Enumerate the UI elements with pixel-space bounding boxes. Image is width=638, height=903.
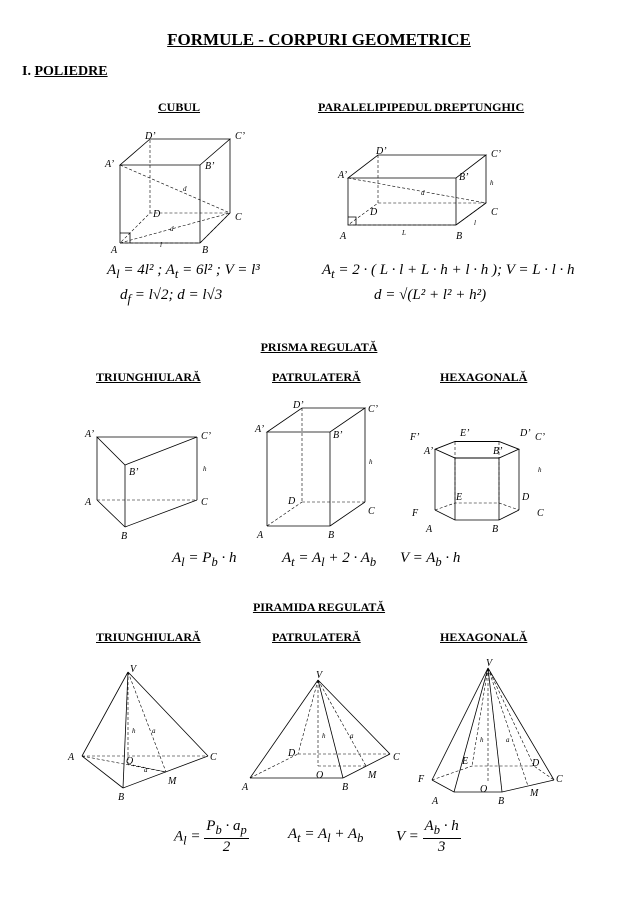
section-heading-polyhedra (22, 64, 108, 80)
section-title: POLIEDRE (34, 64, 108, 79)
cube-label-b: B (202, 245, 209, 256)
qpyr-label-b: B (342, 782, 349, 793)
qprism-label-a1: A’ (255, 424, 265, 435)
tpyr-label-ab: a (144, 766, 148, 774)
hprism-label-d: D (522, 492, 530, 503)
parallelepiped-figure (336, 145, 506, 250)
tpyr-label-b: B (118, 792, 125, 803)
page-title: FORMULE - CORPURI GEOMETRICE (167, 30, 471, 49)
cube-label-d1: D’ (145, 131, 156, 142)
hpyr-label-o: O (480, 784, 488, 795)
qprism-label-b1: B’ (333, 430, 343, 441)
qprism-label-c1: C’ (368, 404, 378, 415)
para-label-a1: A’ (338, 170, 348, 181)
tpyr-label-a: A (68, 752, 75, 763)
hpyr-label-c: C (556, 774, 563, 785)
cube-label-b1: B’ (205, 161, 215, 172)
prism-heading: PRISMA REGULATĂ (260, 340, 378, 354)
para-label-a: A (340, 231, 347, 242)
pyramid-formula-volume: V = $\frac{A_b \cdot h}{3}$ (396, 818, 459, 855)
para-label-d: D (370, 207, 378, 218)
qprism-label-b: B (328, 530, 335, 541)
para-label-c1: C’ (491, 149, 501, 160)
cube-label-face-diag: d (170, 225, 174, 233)
para-label-d1: D’ (376, 146, 387, 157)
hprism-label-b: B (492, 524, 499, 535)
parallelepiped-heading: PARALELIPIPEDUL DREPTUNGHIC (318, 100, 525, 114)
prism-formula-volume: $V = A_b \cdot h$ (400, 550, 461, 569)
tpyr-label-m: M (168, 776, 177, 787)
hprism-label-f1: F’ (410, 432, 420, 443)
para-formula-1: $A_t = 2$ · ( L · l + L · h + l · h ); V = L · l · h (322, 262, 575, 281)
qpyr-label-c: C (393, 752, 400, 763)
hpyr-label-a: A (432, 796, 439, 807)
section-number: I. (22, 64, 31, 79)
para-label-height: h (490, 179, 494, 187)
hpyr-label-ap: a (506, 736, 510, 744)
hprism-label-e: E (456, 492, 463, 503)
pyramid-formula-lateral: $A_l$ = $\frac{P_b \cdot a_p}{2}$ (174, 818, 247, 855)
para-label-b: B (456, 231, 463, 242)
hpyr-label-d: D (532, 758, 540, 769)
hpyr-label-e: E (462, 756, 469, 767)
hprism-label-b1: B’ (493, 446, 503, 457)
hprism-label-h: h (538, 466, 542, 474)
tprism-label-c: C (201, 497, 208, 508)
qpyr-label-m: M (368, 770, 377, 781)
triangular-prism-figure (85, 425, 220, 545)
qpyr-label-h: h (322, 732, 326, 740)
quadrilateral-pyramid-figure (238, 670, 408, 795)
hprism-label-a1: A’ (424, 446, 434, 457)
pyramid-hexagonal-heading: HEXAGONALĂ (440, 630, 528, 644)
cube-heading: CUBUL (158, 100, 201, 114)
cube-label-a: A (111, 245, 118, 256)
tpyr-label-v: V (130, 664, 137, 675)
cube-label-d: D (153, 209, 161, 220)
hexagonal-pyramid-figure (418, 658, 568, 808)
pyramid-quadrilateral-heading: PATRULATERĂ (272, 630, 361, 644)
para-label-b1: B’ (459, 172, 469, 183)
qprism-label-a: A (257, 530, 264, 541)
tprism-label-a1: A’ (85, 429, 95, 440)
prism-formula-lateral: $A_l = P_b \cdot h$ (172, 550, 237, 569)
hpyr-label-f: F (418, 774, 425, 785)
hprism-label-f: F (412, 508, 419, 519)
qprism-label-c: C (368, 506, 375, 517)
tpyr-label-c: C (210, 752, 217, 763)
cube-formula-2: $d_f = l√2$; d = l√3 (120, 287, 223, 306)
hpyr-label-v: V (486, 658, 493, 669)
prism-formula-total: $A_t = A_l + 2 \cdot A_b$ (282, 550, 377, 569)
prism-triangular-heading: TRIUNGHIULARĂ (96, 370, 201, 384)
hprism-label-c: C (537, 508, 544, 519)
qpyr-label-ap: a (350, 732, 354, 740)
quadrilateral-prism-figure (255, 398, 385, 541)
hpyr-label-h: h (480, 736, 484, 744)
qpyr-label-v: V (316, 670, 323, 681)
tprism-label-b1: B’ (129, 467, 139, 478)
para-label-length: L (402, 229, 406, 237)
tpyr-label-ap: a (152, 727, 156, 735)
qprism-label-h: h (369, 458, 373, 466)
tprism-label-c1: C’ (201, 431, 211, 442)
tpyr-label-o: O (126, 756, 134, 767)
cube-label-c1: C’ (235, 131, 245, 142)
qpyr-label-a: A (242, 782, 249, 793)
hpyr-label-m: M (530, 788, 539, 799)
cube-label-c: C (235, 212, 242, 223)
qprism-label-d: D (288, 496, 296, 507)
qpyr-label-o: O (316, 770, 324, 781)
triangular-pyramid-figure (68, 660, 228, 805)
para-label-c: C (491, 207, 498, 218)
para-formula-2: d = √(L² + l² + h²) (374, 287, 487, 303)
hprism-label-c1: C’ (535, 432, 545, 443)
para-label-diag: d (421, 189, 425, 197)
qprism-label-d1: D’ (293, 400, 304, 411)
hexagonal-prism-figure (410, 428, 560, 538)
hprism-label-a: A (426, 524, 433, 535)
prism-quadrilateral-heading: PATRULATERĂ (272, 370, 361, 384)
tpyr-label-h: h (132, 727, 136, 735)
pyramid-triangular-heading: TRIUNGHIULARĂ (96, 630, 201, 644)
prism-hexagonal-heading: HEXAGONALĂ (440, 370, 528, 384)
cube-formula-1: $A_l = 4l^2$ ; $A_t = 6l^2$ ; V = l³ (107, 262, 260, 281)
pyramid-formula-total: $A_t = A_l + A_b$ (288, 826, 364, 845)
hpyr-label-b: B (498, 796, 505, 807)
qpyr-label-d: D (288, 748, 296, 759)
tprism-label-h: h (203, 465, 207, 473)
cube-label-diag: d (183, 185, 187, 193)
tprism-label-a: A (85, 497, 92, 508)
hprism-label-d1: D’ (520, 428, 531, 439)
cube-label-edge: l (160, 241, 162, 249)
hprism-label-e1: E’ (460, 428, 470, 439)
cube-label-a1: A’ (105, 159, 115, 170)
tprism-label-b: B (121, 531, 128, 542)
para-label-width: l (474, 219, 476, 227)
cube-figure (105, 125, 265, 260)
pyramid-heading: PIRAMIDA REGULATĂ (252, 600, 386, 614)
